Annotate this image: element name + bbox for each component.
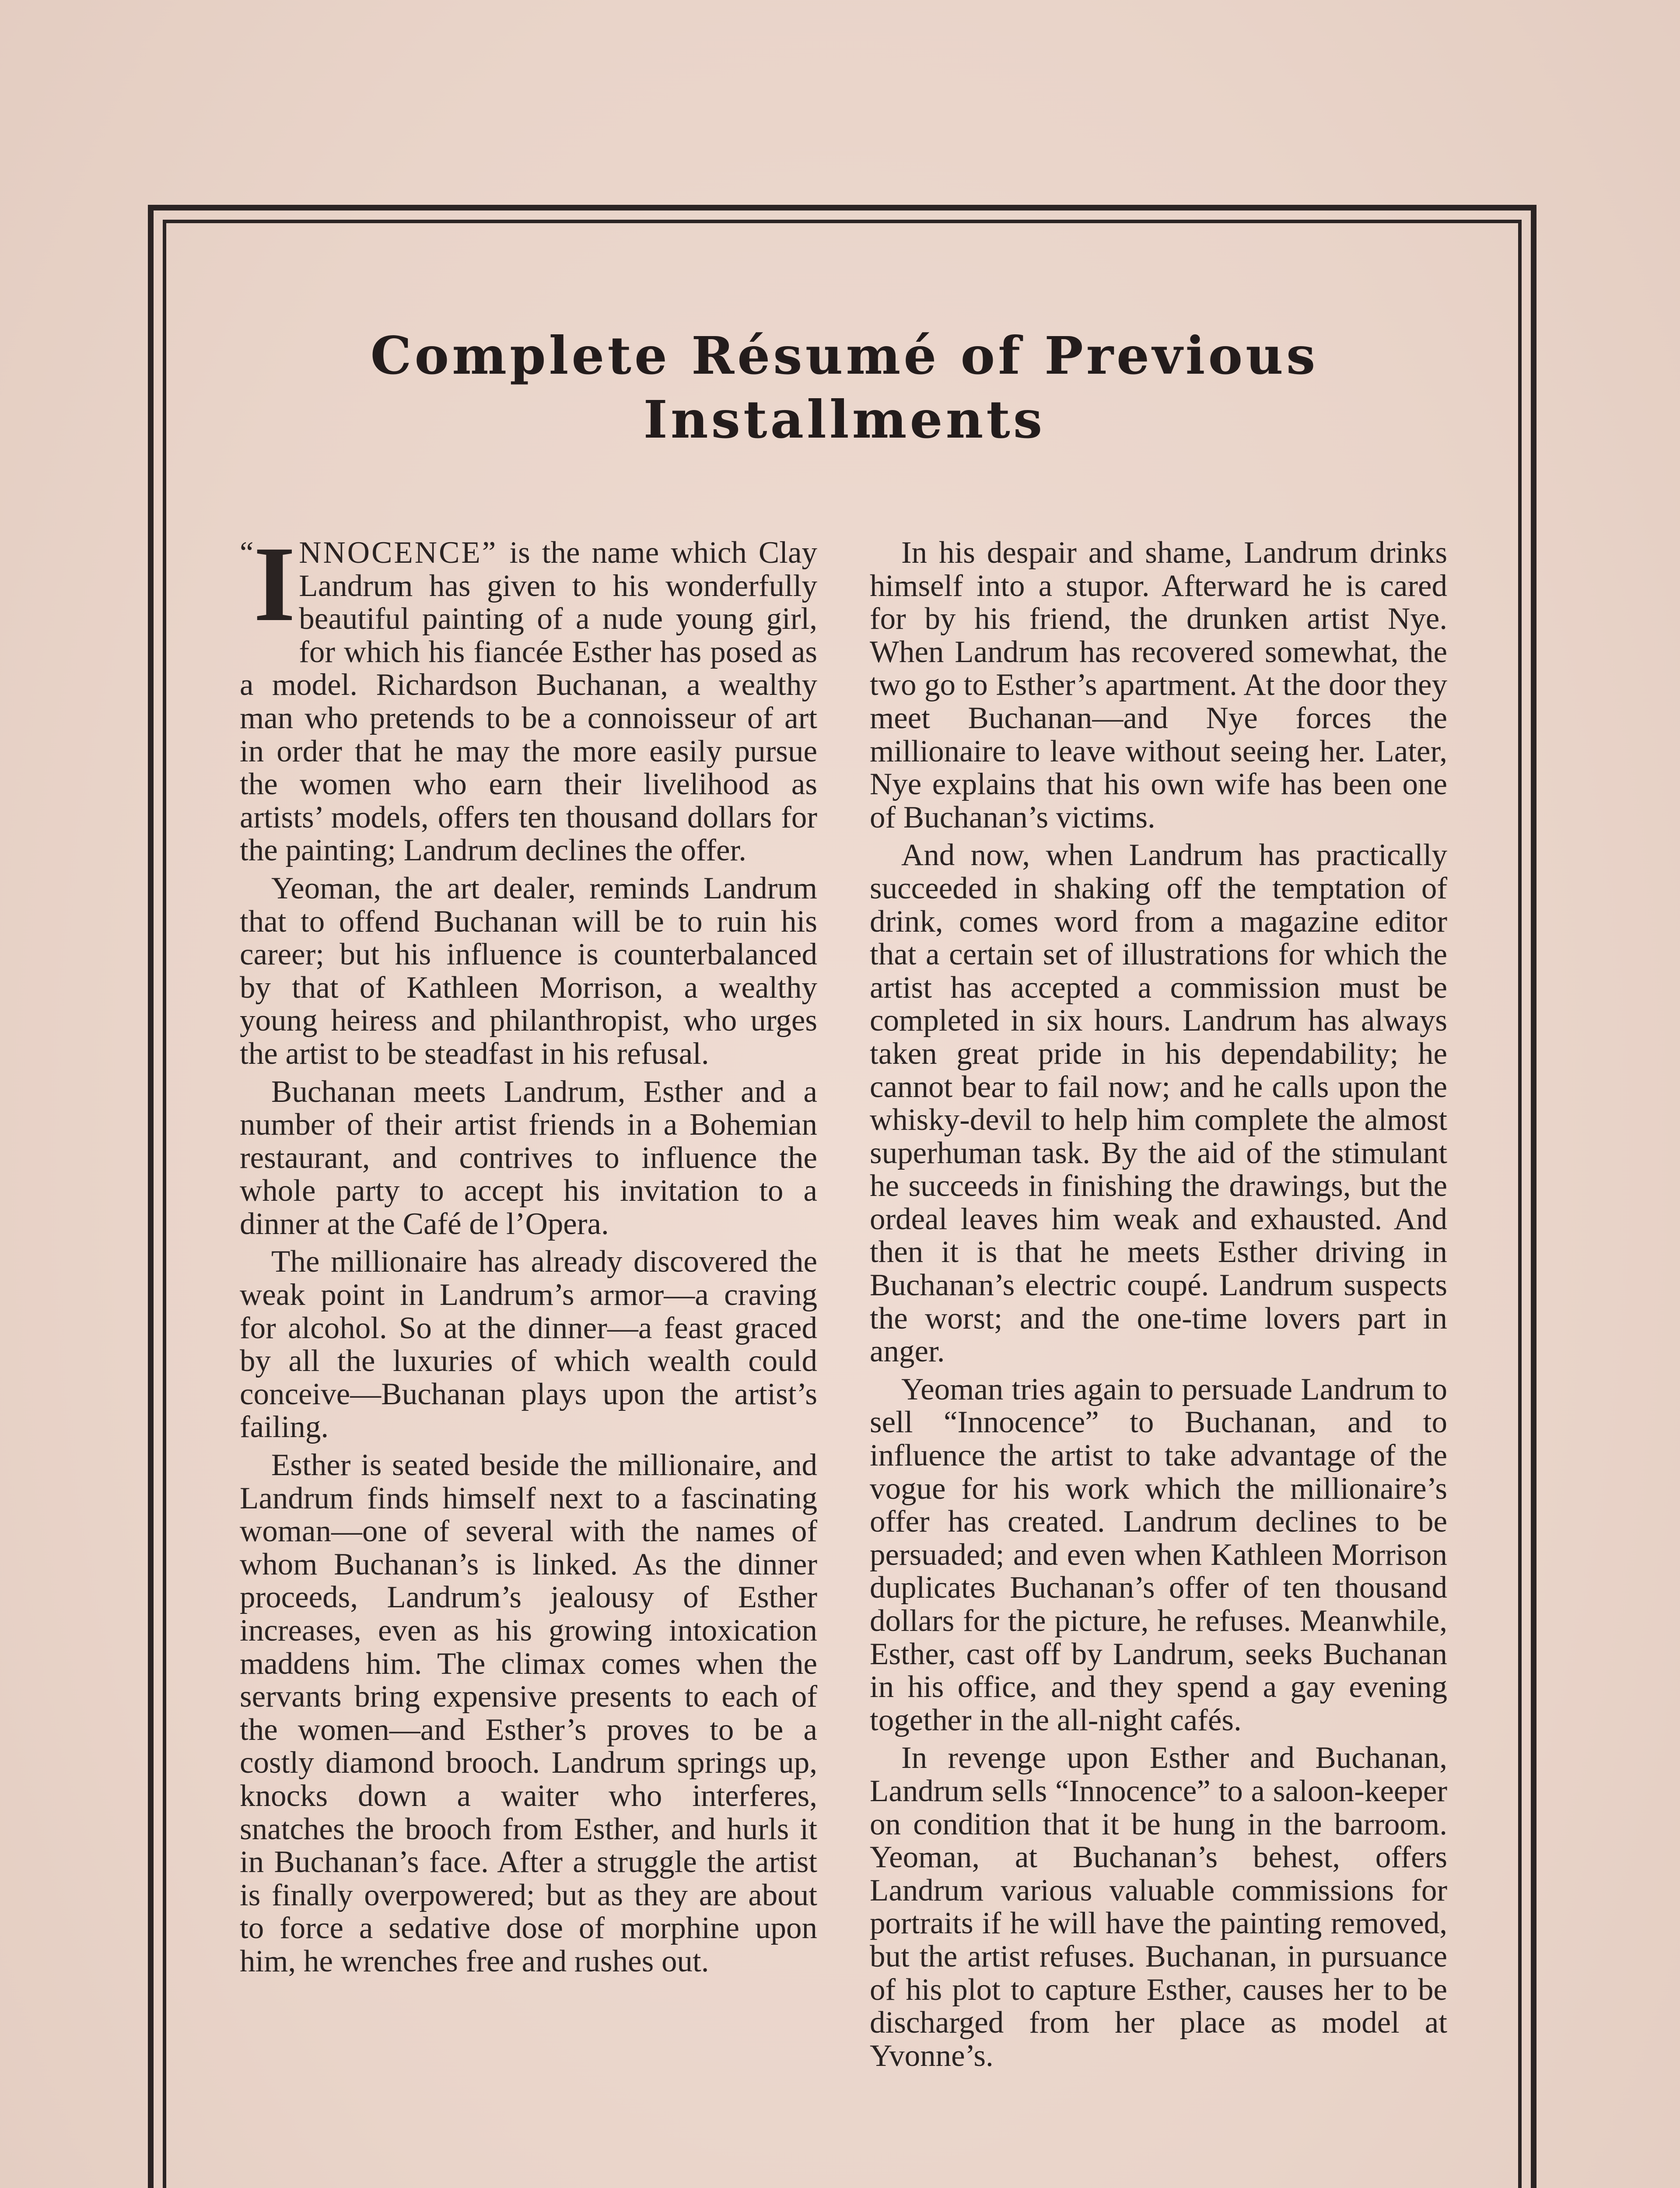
title-line-1: Complete Résumé of Previous xyxy=(370,325,1319,386)
paragraph-3: Buchanan meets Landrum, Esther and a number of their artist friends in a Bohemian restaurant, and contrives to influence the whole party to accept his invitation to a dinner at the Café de l’Opera. xyxy=(240,1074,817,1241)
left-column xyxy=(240,525,817,1983)
right-column xyxy=(870,536,1447,2077)
title-line-2: Installments xyxy=(643,389,1046,450)
paragraph-9: In revenge upon Esther and Buchanan, Landrum sells “Innocence” to a saloon-keeper on condition that it be hung in the barroom. Yeoman, at Buchanan’s behest, offers Landrum various valuable commissions for portraits if he will have the painting removed, but the artist refuses. Buchanan, in pursuance of his plot to capture Esther, causes her to be discharged from her place as model at Yvonne’s. xyxy=(870,1741,1447,2073)
drop-cap: I xyxy=(253,525,296,644)
paragraph-5: Esther is seated beside the millionaire, and Landrum finds himself next to a fascinating woman—one of several with the names of whom Buchanan’s is linked. As the dinner proceeds, Landrum’s jealousy of Esther increases, even as his growing intoxication maddens him. The climax comes when the servants bring expensive presents to each of the women—and Esther’s proves to be a costly diamond brooch. Landrum springs up, knocks down a waiter who interferes, snatches the brooch from Esther, and hurls it in Buchanan’s face. After a struggle the artist is finally overpowered; but as they are about to force a sedative dose of morphine upon him, he wrenches free and rushes out. xyxy=(240,1448,817,1978)
paragraph-4: The millionaire has already discovered the weak point in Landrum’s armor—a craving for alcohol. So at the dinner—a feast graced by all the luxuries of which wealth could conceive—Buchanan plays upon the artist’s failing. xyxy=(240,1245,817,1445)
paragraph-1 xyxy=(240,525,817,868)
paragraph-1-text: is the name which Clay Landrum has given to his wonderfully beautiful painting of a nude young girl, for which his fiancée Esther has posed as a model. Richardson Buchanan, a wealthy man who pretends to be a connoisseur of art in order that he may the more easily pursue the women who earn their livelihood as artists’ models, offers ten thousand dollars for the painting; Landrum declines the offer. xyxy=(240,536,817,868)
paragraph-7: And now, when Landrum has practically succeeded in shaking off the temptation of drink, comes word from a magazine editor that a certain set of illustrations for which the artist has accepted a commission must be completed in six hours. Landrum has always taken great pride in his dependability; he cannot bear to fail now; and he calls upon the whisky-devil to help him complete the almost superhuman task. By the aid of the stimulant he succeeds in finishing the drawings, but the ordeal leaves him weak and exhausted. And then it is that he meets Esther driving in Buchanan’s electric coupé. Landrum suspects the worst; and the one-time lovers part in anger. xyxy=(870,838,1447,1369)
opening-quote: “ xyxy=(240,536,254,570)
paragraph-8: Yeoman tries again to persuade Landrum to sell “Innocence” to Buchanan, and to influence the artist to take advantage of the vogue for his work which the millionaire’s offer has created. Landrum declines to be persuaded; and even when Kathleen Morrison duplicates Buchanan’s offer of ten thousand dollars for the picture, he refuses. Meanwhile, Esther, cast off by Landrum, seeks Buchanan in his office, and they spend a gay evening together in the all-night cafés. xyxy=(870,1372,1447,1737)
page-title xyxy=(184,324,1505,452)
paragraph-6: In his despair and shame, Landrum drinks himself into a stupor. Afterward he is cared for by his friend, the drunken artist Nye. When Landrum has recovered somewhat, the two go to Esther’s apartment. At the door they meet Buchanan—and Nye forces the millionaire to leave without seeing her. Later, Nye explains that his own wife has been one of Buchanan’s victims. xyxy=(870,536,1447,835)
paragraph-2: Yeoman, the art dealer, reminds Landrum that to offend Buchanan will be to ruin his career; but his influence is counterbalanced by that of Kathleen Morrison, a wealthy young heiress and philanthropist, who urges the artist to be steadfast in his refusal. xyxy=(240,871,817,1071)
first-word: NNOCENCE” xyxy=(299,536,498,570)
drop-cap-block xyxy=(240,525,296,644)
